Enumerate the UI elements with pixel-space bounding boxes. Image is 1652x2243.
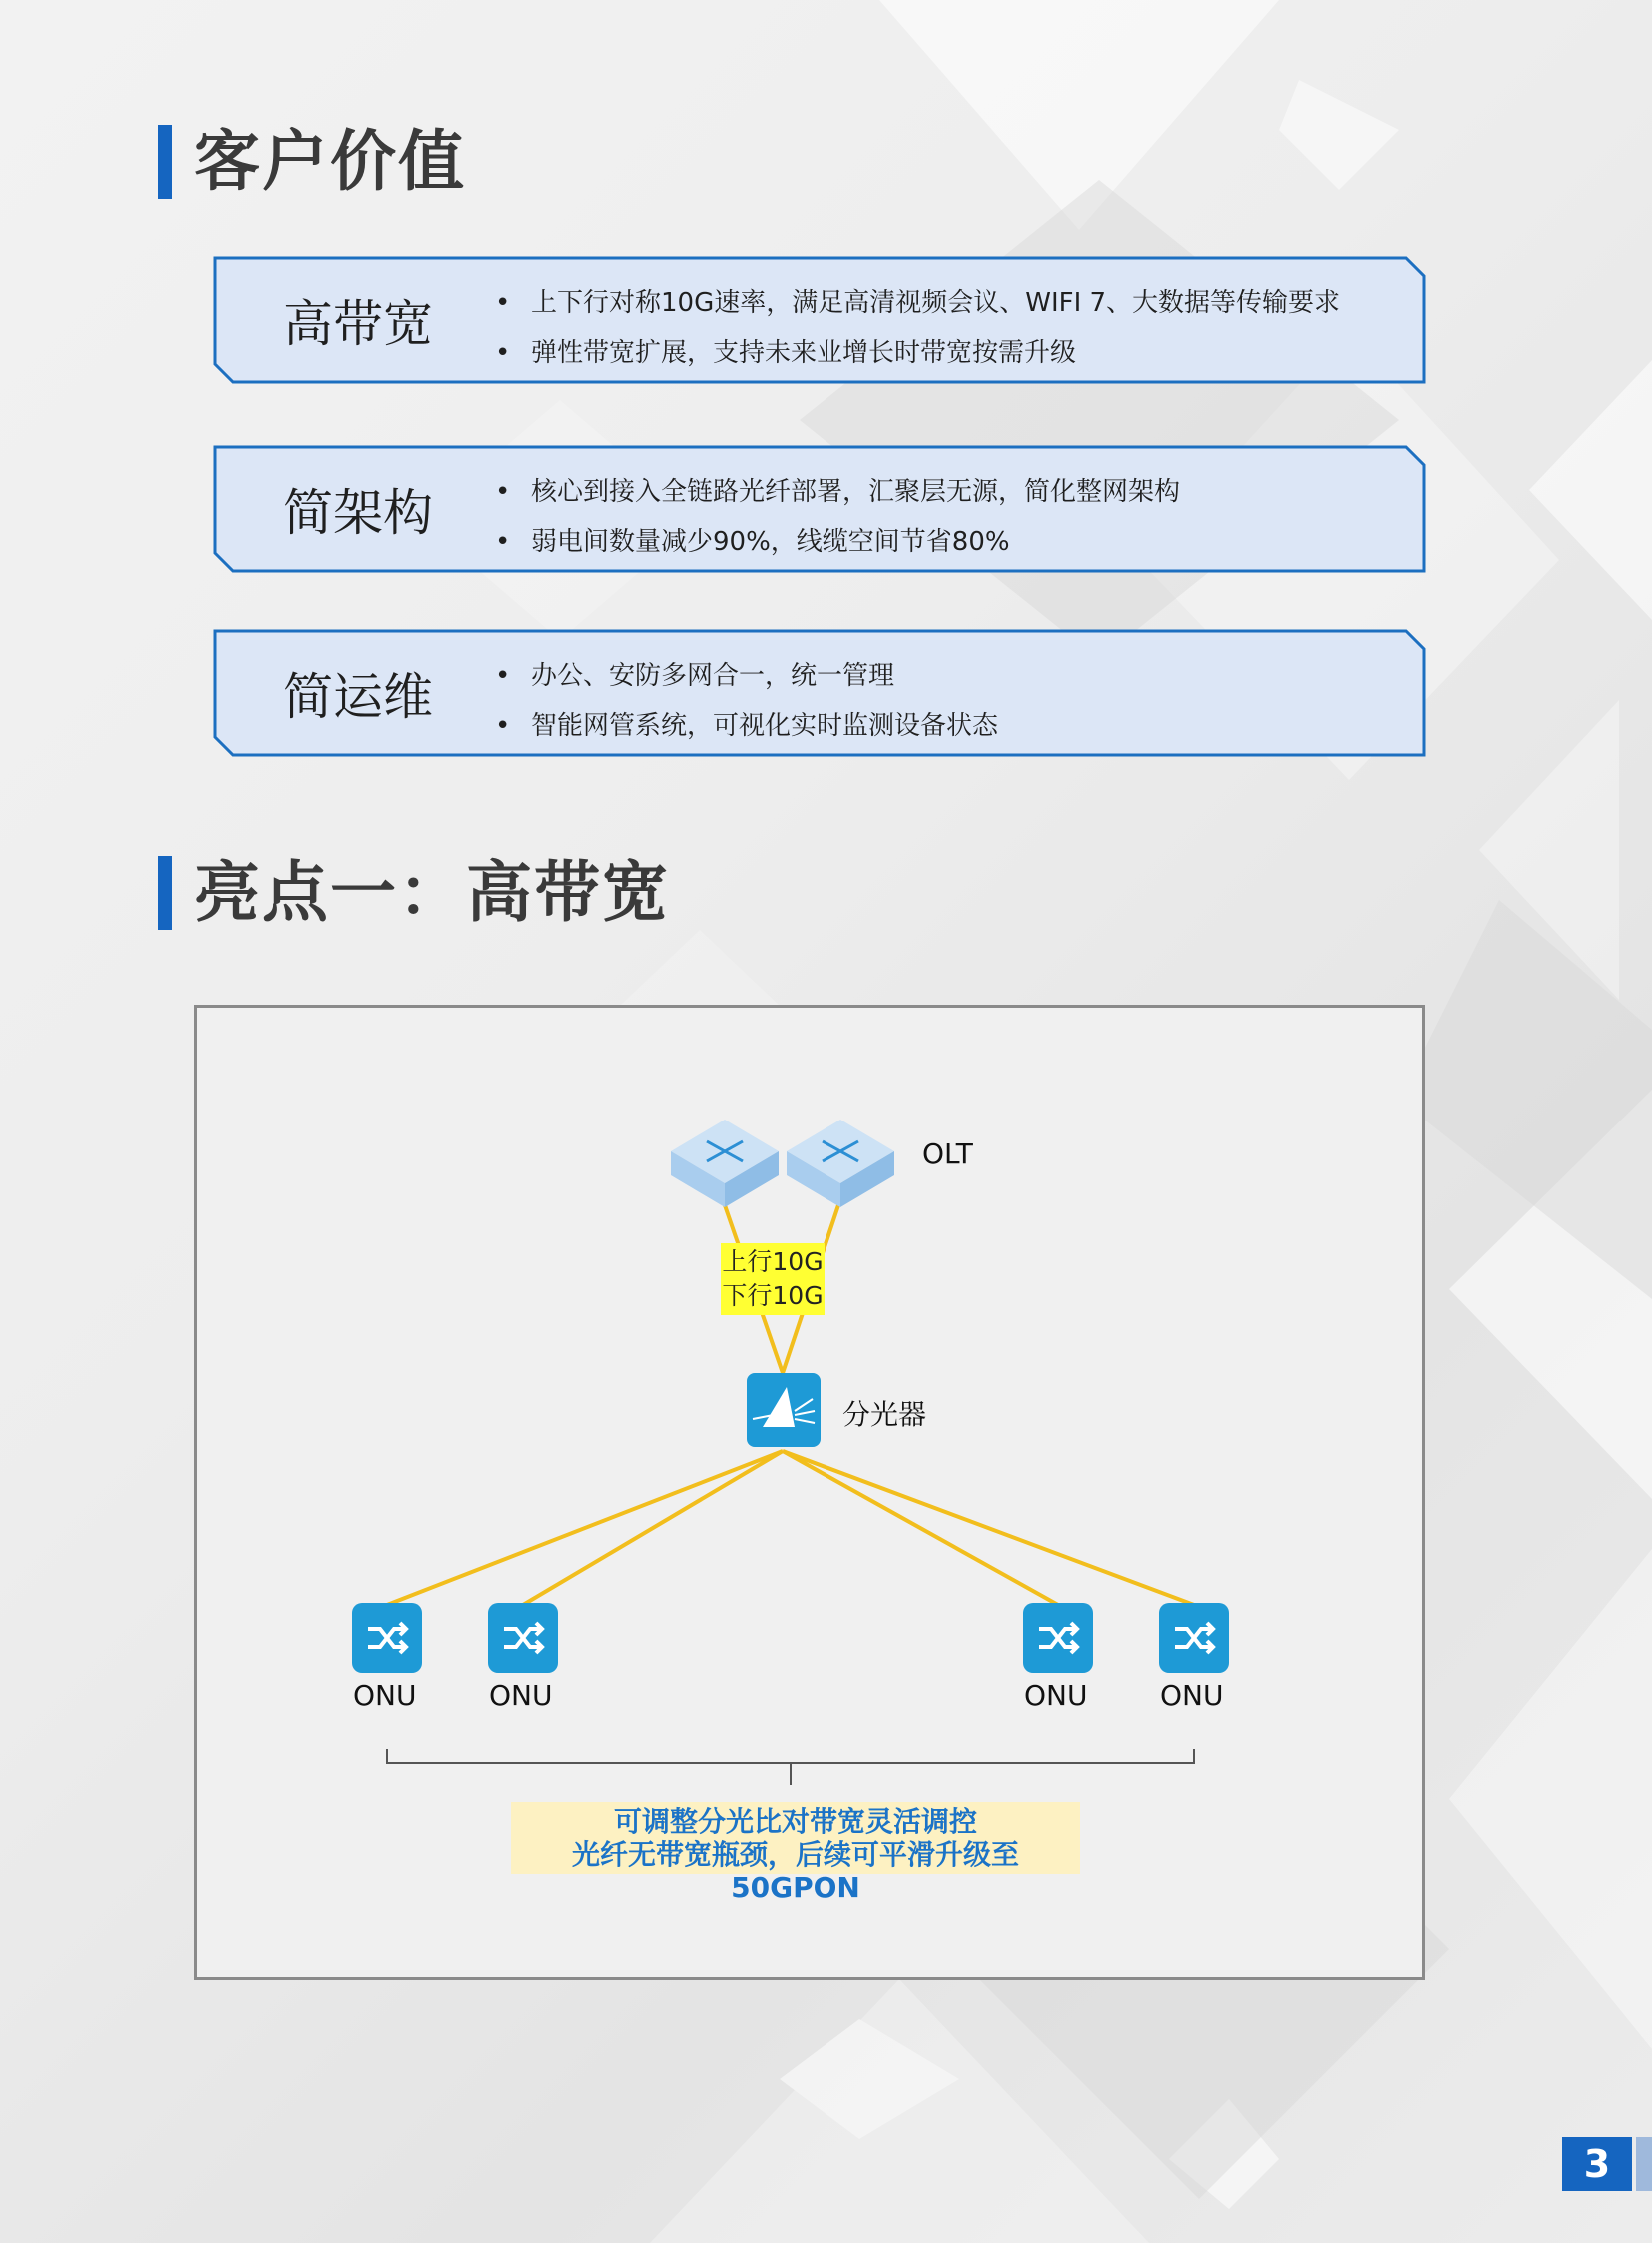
value-card-architecture: [213, 445, 1426, 573]
card-bullet-list: [495, 651, 998, 751]
onu-link-line: [387, 1451, 783, 1605]
title-accent-bar: [158, 856, 172, 930]
bullet-item: • 核心到接入全链路光纤部署，汇聚层无源，简化整网架构: [495, 477, 1181, 507]
card-label: 简运维: [283, 668, 433, 726]
onu-label: ONU: [1024, 1679, 1088, 1712]
page-number-tab: [1636, 2137, 1652, 2191]
onu-device-icon: [1023, 1603, 1093, 1673]
onu-label: ONU: [489, 1679, 553, 1712]
value-card-bandwidth: [213, 256, 1426, 384]
bullet-item: • 弱电间数量减少90%，线缆空间节省80%: [495, 527, 1010, 557]
diagram-note: [511, 1802, 1080, 1904]
section-title-text: 客户价值: [194, 123, 466, 200]
link-speed-badge: [721, 1243, 825, 1315]
network-diagram: [194, 1005, 1425, 1980]
onu-device-icon: [1159, 1603, 1229, 1673]
bullet-item: • 办公、安防多网合一，统一管理: [495, 661, 895, 691]
olt-device-icon: [787, 1120, 894, 1207]
bullet-item: • 上下行对称10G速率，满足高清视频会议、WIFI 7、大数据等传输要求: [495, 288, 1341, 318]
splitter-icon: [747, 1373, 821, 1447]
onu-device-icon: [352, 1603, 422, 1673]
title-accent-bar: [158, 125, 172, 199]
upstream-speed: 上行10G: [722, 1247, 824, 1276]
downstream-speed: 下行10G: [722, 1281, 824, 1310]
onu-link-line: [523, 1451, 783, 1605]
onu-link-line: [783, 1451, 1194, 1605]
section-title-text: 亮点一：高带宽: [194, 854, 670, 931]
grouping-bracket: [387, 1749, 1194, 1785]
splitter-label: 分光器: [842, 1398, 927, 1431]
card-label: 简架构: [283, 484, 433, 542]
note-line: 光纤无带宽瓶颈，后续可平滑升级至50GPON: [571, 1838, 1019, 1904]
onu-link-line: [783, 1451, 1058, 1605]
olt-label: OLT: [922, 1137, 973, 1170]
bullet-item: • 弹性带宽扩展，支持未来业增长时带宽按需升级: [495, 338, 1077, 368]
onu-label: ONU: [353, 1679, 417, 1712]
onu-device-icon: [488, 1603, 558, 1673]
onu-label: ONU: [1160, 1679, 1224, 1712]
olt-device-icon: [671, 1120, 779, 1207]
card-bullet-list: [495, 278, 1340, 378]
bullet-item: • 智能网管系统，可视化实时监测设备状态: [495, 711, 999, 741]
card-bullet-list: [495, 467, 1180, 567]
note-line: 可调整分光比对带宽灵活调控: [613, 1805, 977, 1838]
value-card-operations: [213, 629, 1426, 757]
page-number: 3: [1562, 2137, 1632, 2191]
section-title-customer-value: [158, 124, 466, 200]
card-label: 高带宽: [283, 295, 433, 353]
section-title-highlight-one: [158, 855, 670, 931]
